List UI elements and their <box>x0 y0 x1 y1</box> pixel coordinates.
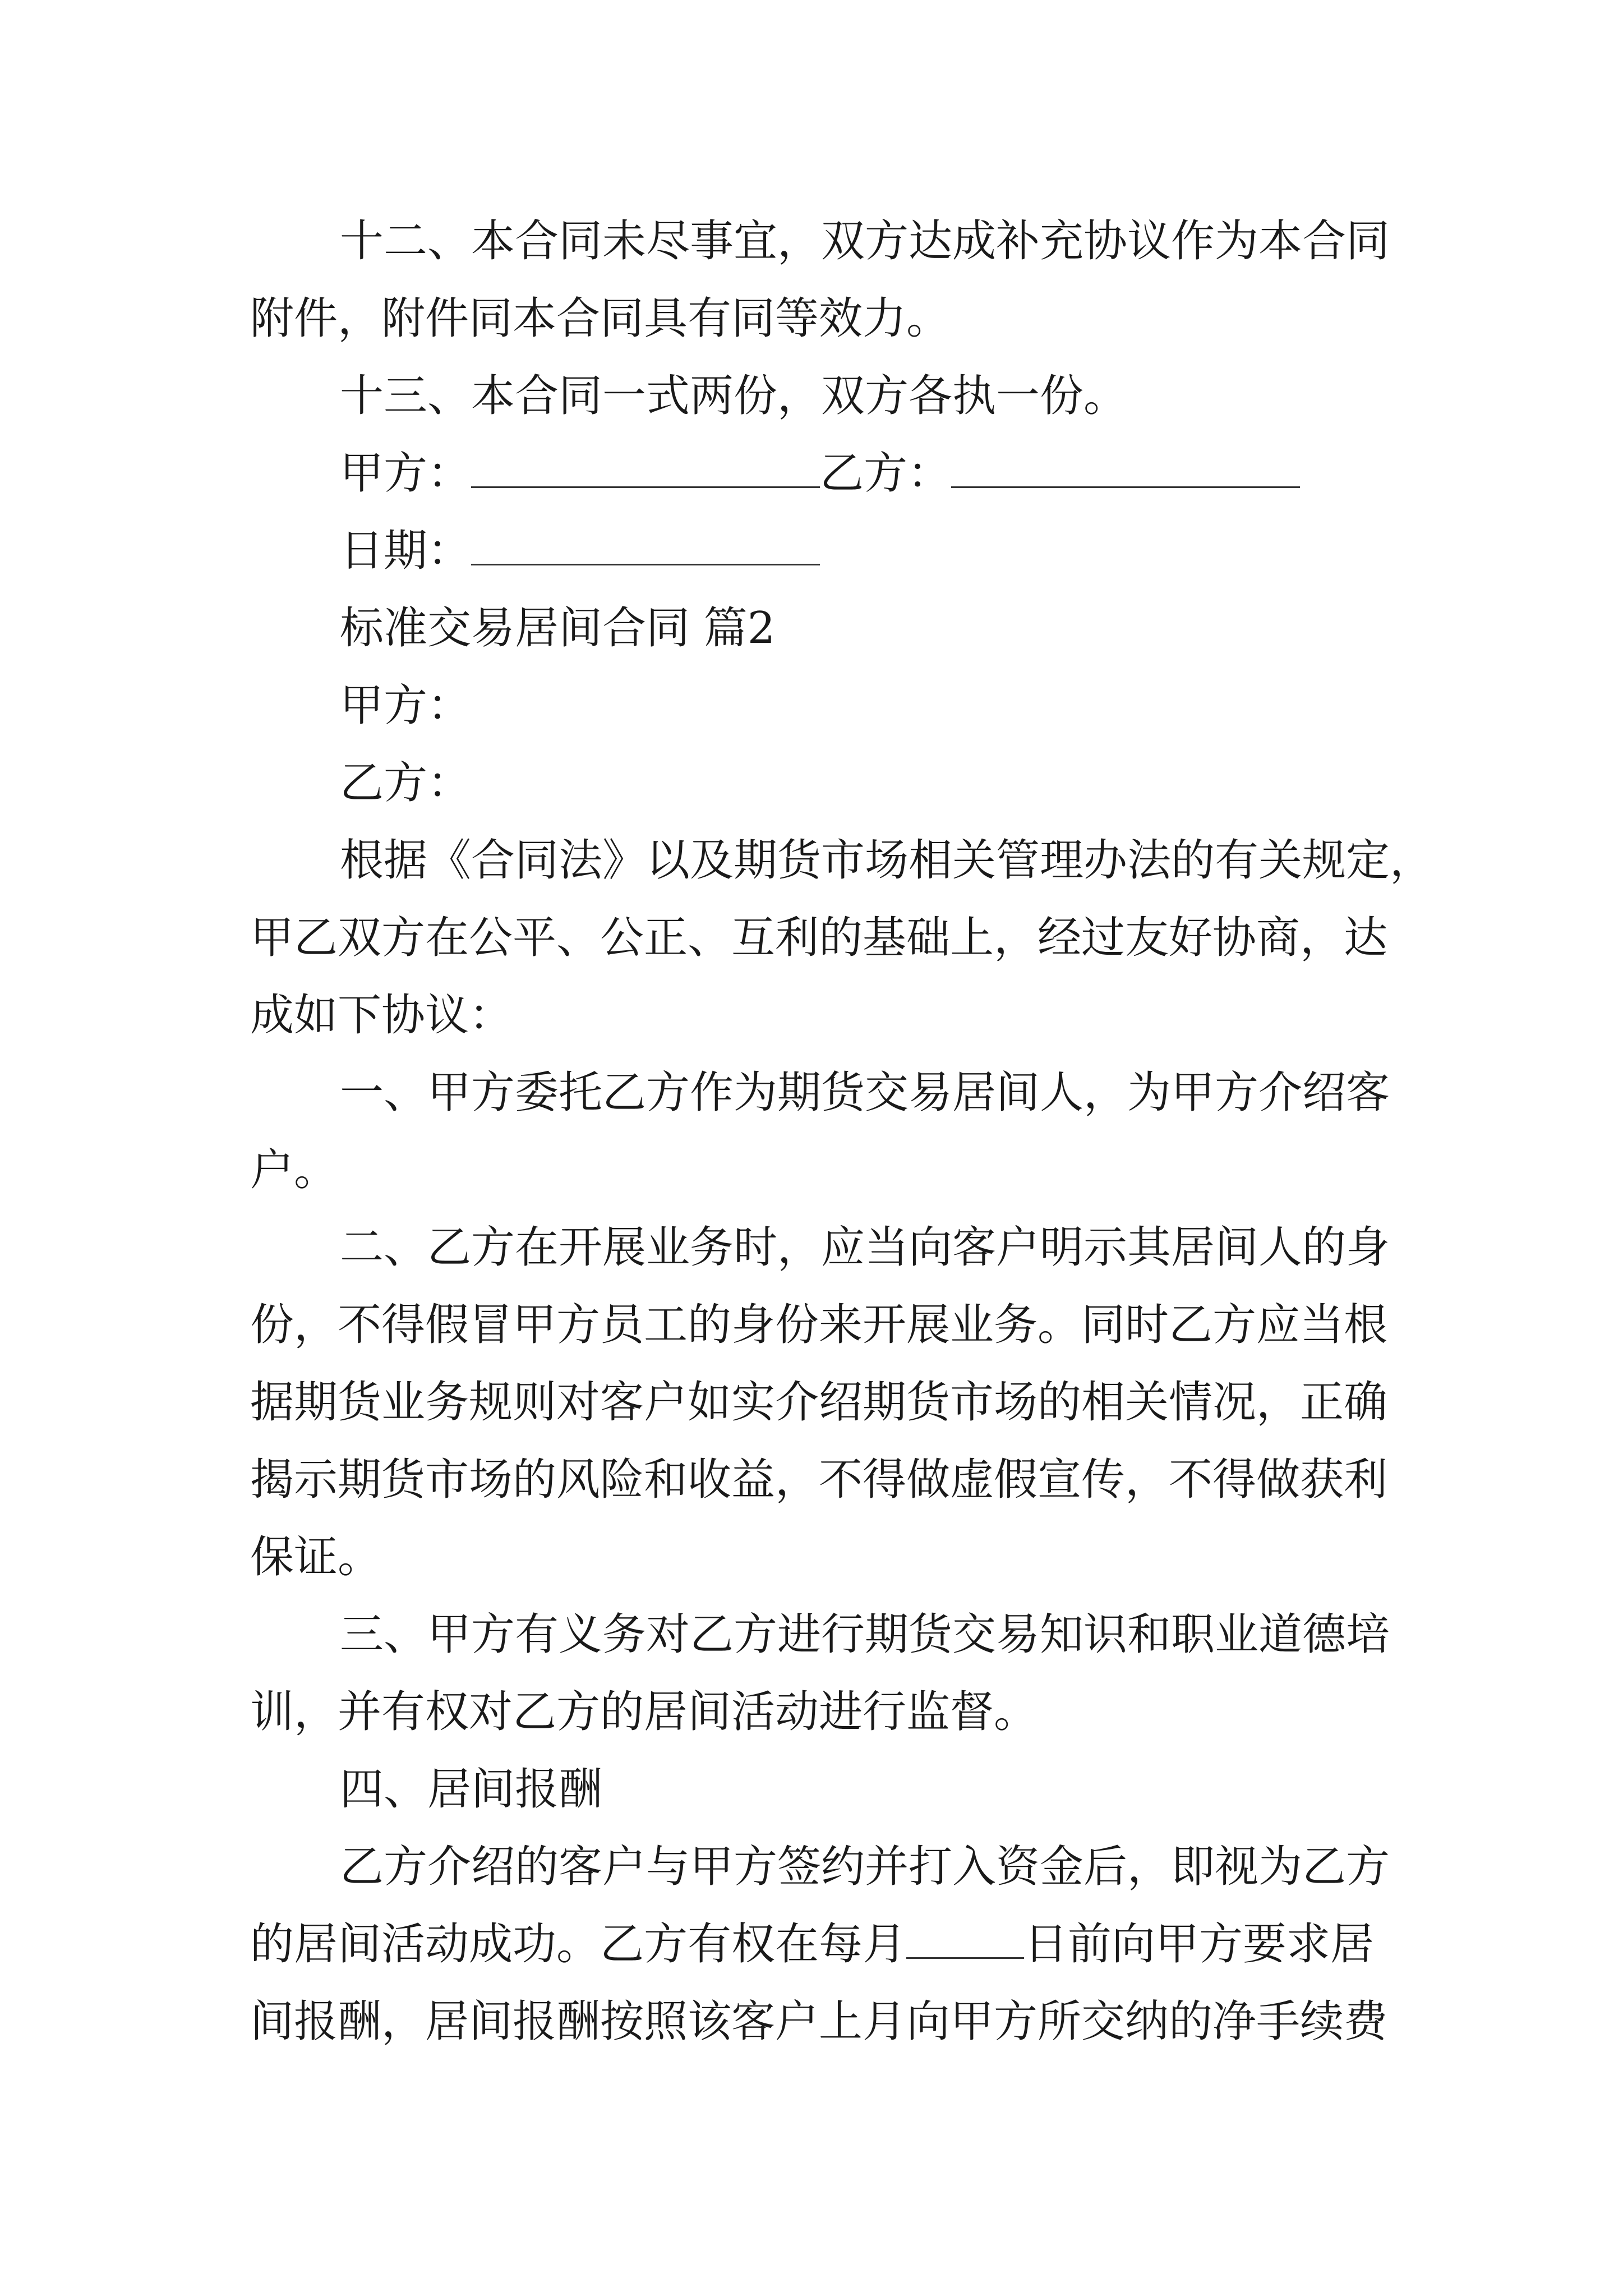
party-a-blank[interactable] <box>471 449 820 488</box>
paragraph-line: 附件，附件同本合同具有同等效力。 <box>250 293 951 344</box>
paragraph-line: 乙方介绍的客户与甲方签约并打入资金后，即视为乙方 <box>340 1842 1390 1892</box>
party-a-label: 甲方： <box>340 448 472 499</box>
day-blank[interactable] <box>906 1920 1024 1959</box>
paragraph-line: 甲乙双方在公平、公正、互利的基础上，经过友好协商，达 <box>250 913 1388 963</box>
paragraph-line: 十三、本合同一式两份，双方各执一份。 <box>340 371 1128 421</box>
paragraph-line: 份，不得假冒甲方员工的身份来开展业务。同时乙方应当根 <box>250 1300 1388 1350</box>
paragraph-line <box>250 1916 1374 1972</box>
signature-line-date <box>340 523 820 579</box>
text-before-blank: 的居间活动成功。乙方有权在每月 <box>250 1919 907 1970</box>
paragraph-line: 十二、本合同未尽事宜，双方达成补充协议作为本合同 <box>340 216 1390 266</box>
signature-line-party-a <box>340 445 1300 501</box>
paragraph-line: 二、乙方在开展业务时，应当向客户明示其居间人的身 <box>340 1222 1390 1273</box>
paragraph-line: 揭示期货市场的风险和收益，不得做虚假宣传，不得做获利 <box>250 1455 1388 1505</box>
section-title: 标准交易居间合同 篇2 <box>340 603 776 654</box>
clause-heading: 四、居间报酬 <box>340 1764 603 1815</box>
date-label: 日期： <box>340 526 472 576</box>
date-blank[interactable] <box>471 527 820 565</box>
paragraph-line: 根据《合同法》以及期货市场相关管理办法的有关规定， <box>340 835 1434 886</box>
paragraph-line: 训，并有权对乙方的居间活动进行监督。 <box>250 1687 1038 1737</box>
party-a-heading: 甲方： <box>340 680 472 731</box>
text-after-blank: 日前向甲方要求居 <box>1024 1919 1375 1970</box>
paragraph-line: 间报酬，居间报酬按照该客户上月向甲方所交纳的净手续费 <box>250 1996 1388 2047</box>
paragraph-line: 成如下协议： <box>250 990 513 1041</box>
paragraph-line: 一、甲方委托乙方作为期货交易居间人，为甲方介绍客 <box>340 1068 1390 1118</box>
paragraph-line: 三、甲方有义务对乙方进行期货交易知识和职业道德培 <box>340 1609 1390 1660</box>
party-b-label: 乙方： <box>820 448 952 499</box>
paragraph-line: 保证。 <box>250 1532 382 1582</box>
paragraph-line: 户。 <box>250 1145 338 1195</box>
paragraph-line: 据期货业务规则对客户如实介绍期货市场的相关情况，正确 <box>250 1377 1388 1428</box>
party-b-blank[interactable] <box>951 449 1300 488</box>
party-b-heading: 乙方： <box>340 758 472 808</box>
